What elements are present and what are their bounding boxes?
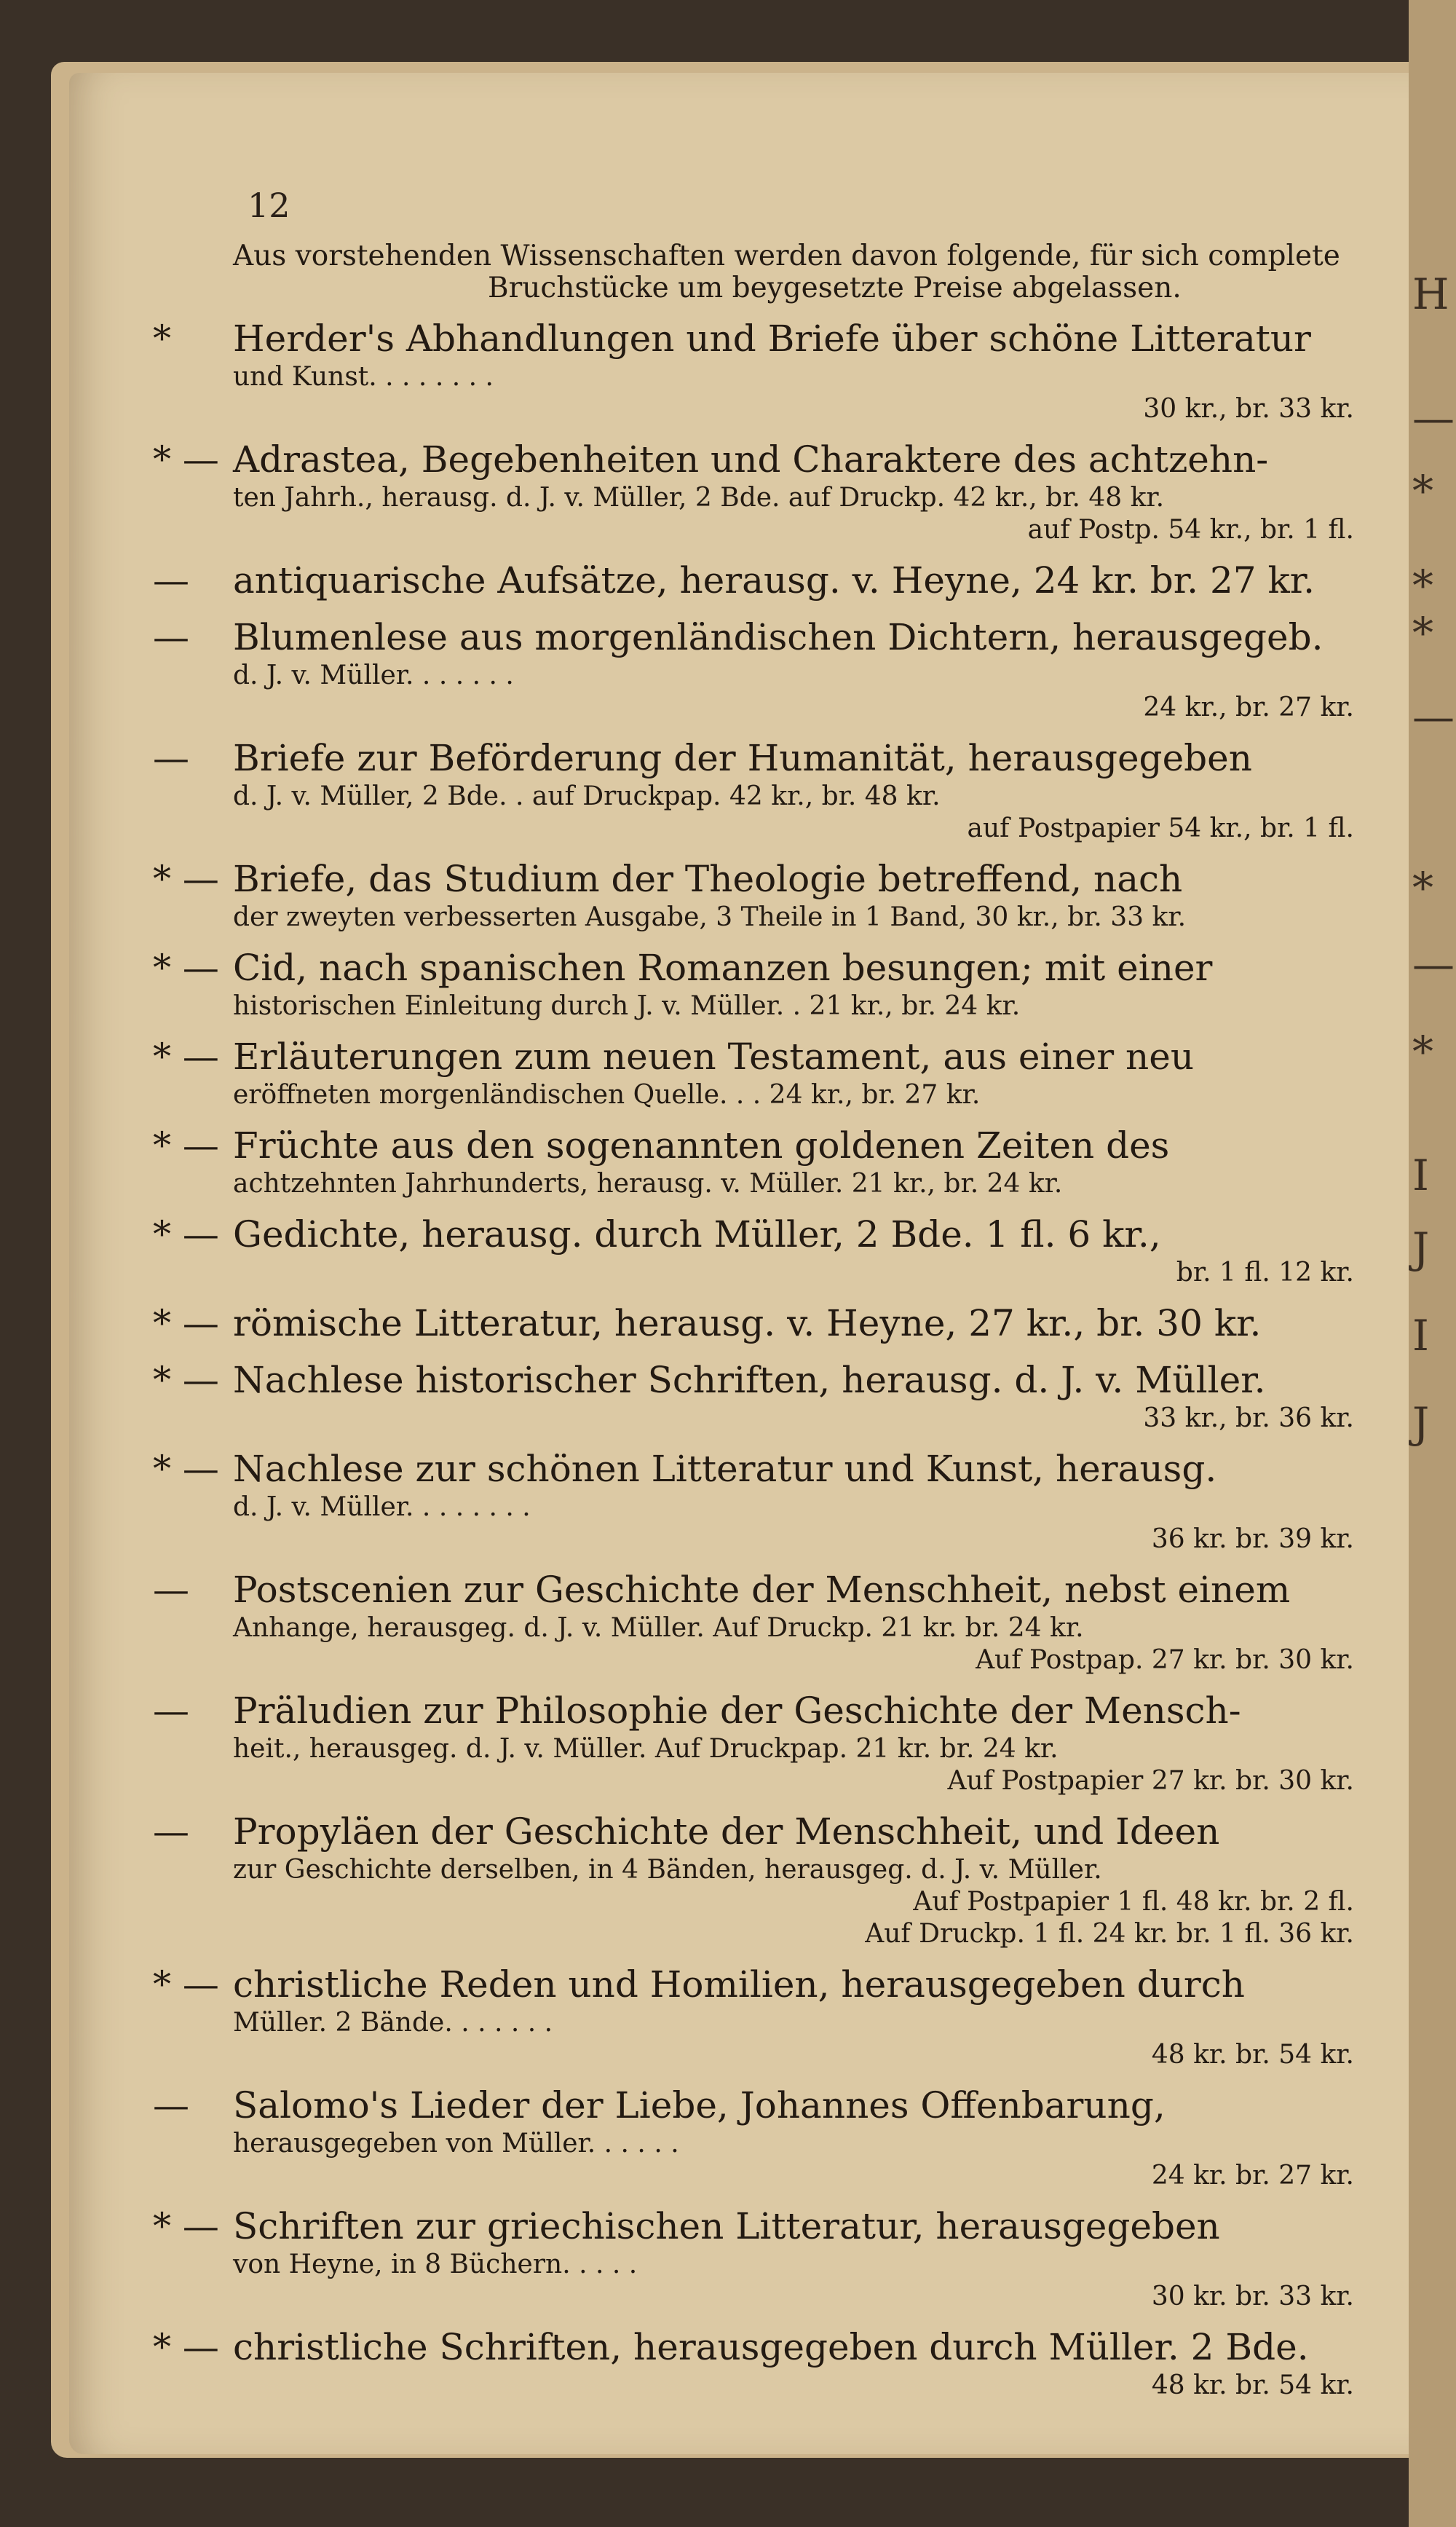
entry-mark: — xyxy=(153,616,189,658)
entry-price: 24 kr. br. 27 kr. xyxy=(1151,2161,1354,2191)
entry-mark: — xyxy=(153,2084,189,2126)
entry-title-text: Propyläen der Geschichte der Menschheit, und Ideen xyxy=(233,1810,1220,1853)
entry-title-text: römische Litteratur, herausg. v. Heyne, 27 kr., br. 30 kr. xyxy=(233,1302,1262,1344)
entry-title-text: Früchte aus den sogenannten goldenen Zeiten des xyxy=(233,1124,1170,1167)
entry-mark: — xyxy=(153,559,189,602)
entry-title xyxy=(153,1357,1376,1403)
catalog-entry xyxy=(153,736,1376,845)
entry-mark: * — xyxy=(153,1302,219,1344)
catalog-entry xyxy=(153,2083,1376,2192)
entry-title xyxy=(153,1688,1376,1733)
entry-detail: der zweyten verbesserten Ausgabe, 3 Theile in 1 Band, 30 kr., br. 33 kr. xyxy=(233,902,1187,932)
entry-title-text: Schriften zur griechischen Litteratur, herausgegeben xyxy=(233,2205,1220,2247)
entry-mark: — xyxy=(153,737,189,779)
catalog-entry xyxy=(153,558,1376,603)
intro-line: Bruchstücke um beygesetzte Preise abgelassen. xyxy=(488,272,1182,304)
entry-title xyxy=(153,1567,1376,1612)
entry-title xyxy=(153,1034,1376,1079)
catalog-entry xyxy=(153,1446,1376,1556)
entry-detail: Anhange, herausgeg. d. J. v. Müller. Auf Druckp. 21 kr. br. 24 kr. xyxy=(233,1613,1084,1643)
catalog-entry xyxy=(153,1567,1376,1676)
entry-price: 30 kr., br. 33 kr. xyxy=(1143,394,1354,424)
entry-detail: eröffneten morgenländischen Quelle. . . 24 kr., br. 27 kr. xyxy=(233,1080,981,1110)
entry-price: 33 kr., br. 36 kr. xyxy=(1143,1403,1354,1433)
entry-title xyxy=(153,615,1376,660)
entry-title xyxy=(153,945,1376,990)
intro-line: Aus vorstehenden Wissenschaften werden davon folgende, für sich complete xyxy=(233,240,1340,272)
entry-mark: * xyxy=(153,318,171,360)
catalog-entry xyxy=(153,2325,1376,2402)
entry-title-text: Nachlese historischer Schriften, herausg. d. J. v. Müller. xyxy=(233,1359,1266,1401)
entry-mark: * — xyxy=(153,438,219,481)
entry-mark: * — xyxy=(153,2205,219,2247)
entry-title xyxy=(153,2204,1376,2249)
entry-title-text: Cid, nach spanischen Romanzen besungen; mit einer xyxy=(233,947,1213,989)
entry-list xyxy=(153,316,1376,2402)
entry-mark: * — xyxy=(153,858,219,900)
entry-mark: — xyxy=(153,1810,189,1853)
entry-detail: von Heyne, in 8 Büchern. . . . . xyxy=(233,2250,638,2279)
margin-glyph: J xyxy=(1412,1223,1430,1273)
catalog-entry xyxy=(153,1212,1376,1289)
catalog-entry xyxy=(153,1962,1376,2071)
entry-title xyxy=(153,856,1376,902)
intro-text xyxy=(233,240,1376,304)
catalog-entry xyxy=(153,316,1376,425)
entry-mark: * — xyxy=(153,2326,219,2368)
entry-price: 48 kr. br. 54 kr. xyxy=(1151,2370,1354,2400)
entry-title-text: Adrastea, Begebenheiten und Charaktere des achtzehn- xyxy=(233,438,1269,481)
catalog-entry xyxy=(233,1918,1376,1950)
margin-glyph: * xyxy=(1412,1027,1433,1076)
margin-glyph: — xyxy=(1412,393,1455,443)
entry-mark: * — xyxy=(153,1359,219,1401)
margin-glyph: — xyxy=(1412,939,1455,989)
entry-title xyxy=(153,736,1376,781)
margin-glyph: — xyxy=(1412,692,1455,741)
catalog-entry xyxy=(153,1034,1376,1111)
margin-glyph: * xyxy=(1412,466,1433,516)
entry-title-text: Briefe zur Beförderung der Humanität, herausgegeben xyxy=(233,737,1252,779)
entry-detail: zur Geschichte derselben, in 4 Bänden, herausgeg. d. J. v. Müller. xyxy=(233,1855,1102,1885)
catalog-entry xyxy=(153,615,1376,724)
entry-detail: heit., herausgeg. d. J. v. Müller. Auf Druckpap. 21 kr. br. 24 kr. xyxy=(233,1734,1059,1764)
margin-glyph: * xyxy=(1412,863,1433,912)
margin-glyph: I xyxy=(1412,1151,1429,1200)
catalog-entry xyxy=(153,1357,1376,1435)
catalog-entry xyxy=(153,1809,1376,1918)
catalog-entry xyxy=(153,945,1376,1022)
catalog-entry xyxy=(153,437,1376,546)
margin-glyph: * xyxy=(1412,561,1433,610)
entry-price: auf Postpapier 54 kr., br. 1 fl. xyxy=(967,813,1354,843)
entry-title-text: Präludien zur Philosophie der Geschichte der Mensch- xyxy=(233,1690,1241,1732)
entry-title-text: Herder's Abhandlungen und Briefe über schöne Litteratur xyxy=(233,318,1311,360)
margin-glyph: J xyxy=(1412,1398,1430,1448)
entry-mark: * — xyxy=(153,1036,219,1078)
entry-title-text: Nachlese zur schönen Litteratur und Kunst, herausg. xyxy=(233,1448,1217,1490)
entry-price: 48 kr. br. 54 kr. xyxy=(1151,2040,1354,2070)
margin-glyph: I xyxy=(1412,1311,1429,1360)
entry-detail: achtzehnten Jahrhunderts, herausg. v. Müller. 21 kr., br. 24 kr. xyxy=(233,1169,1063,1199)
entry-title-text: Postscenien zur Geschichte der Menschheit, nebst einem xyxy=(233,1569,1291,1611)
entry-title xyxy=(153,1123,1376,1168)
margin-glyph: H xyxy=(1412,269,1449,319)
catalog-entry xyxy=(153,1688,1376,1797)
entry-title xyxy=(153,1446,1376,1491)
entry-price: auf Postp. 54 kr., br. 1 fl. xyxy=(1027,515,1354,545)
entry-mark: * — xyxy=(153,1213,219,1255)
entry-price: 24 kr., br. 27 kr. xyxy=(1143,693,1354,722)
catalog-text xyxy=(153,240,1376,2402)
entry-title-text: antiquarische Aufsätze, herausg. v. Heyne, 24 kr. br. 27 kr. xyxy=(233,559,1315,602)
entry-title xyxy=(153,1212,1376,1257)
catalog-entry xyxy=(153,856,1376,934)
entry-price: Auf Druckp. 1 fl. 24 kr. br. 1 fl. 36 kr. xyxy=(865,1919,1354,1949)
entry-price: Auf Postpapier 1 fl. 48 kr. br. 2 fl. xyxy=(913,1887,1354,1917)
entry-title-text: christliche Schriften, herausgegeben durch Müller. 2 Bde. xyxy=(233,2326,1309,2368)
entry-price: Auf Postpap. 27 kr. br. 30 kr. xyxy=(976,1645,1354,1675)
entry-detail: d. J. v. Müller. . . . . . . xyxy=(233,661,514,690)
entry-detail: und Kunst. . . . . . . . xyxy=(233,362,494,392)
entry-title-text: Briefe, das Studium der Theologie betreffend, nach xyxy=(233,858,1183,900)
entry-title xyxy=(153,558,1376,603)
catalog-entry xyxy=(153,2204,1376,2313)
entry-mark: * — xyxy=(153,1124,219,1167)
entry-title xyxy=(153,2325,1376,2370)
entry-mark: * — xyxy=(153,1448,219,1490)
margin-glyph: * xyxy=(1412,608,1433,658)
entry-price: 36 kr. br. 39 kr. xyxy=(1151,1524,1354,1554)
catalog-entry xyxy=(153,1301,1376,1346)
entry-price: Auf Postpapier 27 kr. br. 30 kr. xyxy=(947,1766,1354,1796)
entry-title xyxy=(153,1962,1376,2007)
entry-mark: * — xyxy=(153,947,219,989)
entry-title xyxy=(153,1301,1376,1346)
entry-mark: * — xyxy=(153,1963,219,2006)
entry-title-text: Erläuterungen zum neuen Testament, aus einer neu xyxy=(233,1036,1195,1078)
entry-title xyxy=(153,316,1376,361)
entry-title-text: christliche Reden und Homilien, herausgegeben durch xyxy=(233,1963,1245,2006)
entry-detail: Müller. 2 Bände. . . . . . . xyxy=(233,2008,553,2038)
entry-detail: d. J. v. Müller. . . . . . . . xyxy=(233,1492,531,1522)
entry-price: br. 1 fl. 12 kr. xyxy=(1176,1258,1354,1288)
entry-detail: d. J. v. Müller, 2 Bde. . auf Druckpap. 42 kr., br. 48 kr. xyxy=(233,781,941,811)
entry-mark: — xyxy=(153,1690,189,1732)
entry-title xyxy=(153,437,1376,482)
entry-price: 30 kr. br. 33 kr. xyxy=(1151,2282,1354,2311)
catalog-entry xyxy=(153,1123,1376,1200)
entry-detail: herausgegeben von Müller. . . . . . xyxy=(233,2129,679,2159)
entry-title xyxy=(153,1809,1376,1854)
entry-title-text: Blumenlese aus morgenländischen Dichtern, herausgegeb. xyxy=(233,616,1324,658)
entry-title-text: Salomo's Lieder der Liebe, Johannes Offenbarung, xyxy=(233,2084,1166,2126)
entry-detail: historischen Einleitung durch J. v. Müller. . 21 kr., br. 24 kr. xyxy=(233,991,1021,1021)
entry-mark: — xyxy=(153,1569,189,1611)
entry-title xyxy=(153,2083,1376,2128)
entry-title-text: Gedichte, herausg. durch Müller, 2 Bde. 1 fl. 6 kr., xyxy=(233,1213,1161,1255)
entry-detail: ten Jahrh., herausg. d. J. v. Müller, 2 Bde. auf Druckp. 42 kr., br. 48 kr. xyxy=(233,483,1165,513)
page-number: 12 xyxy=(248,186,290,225)
